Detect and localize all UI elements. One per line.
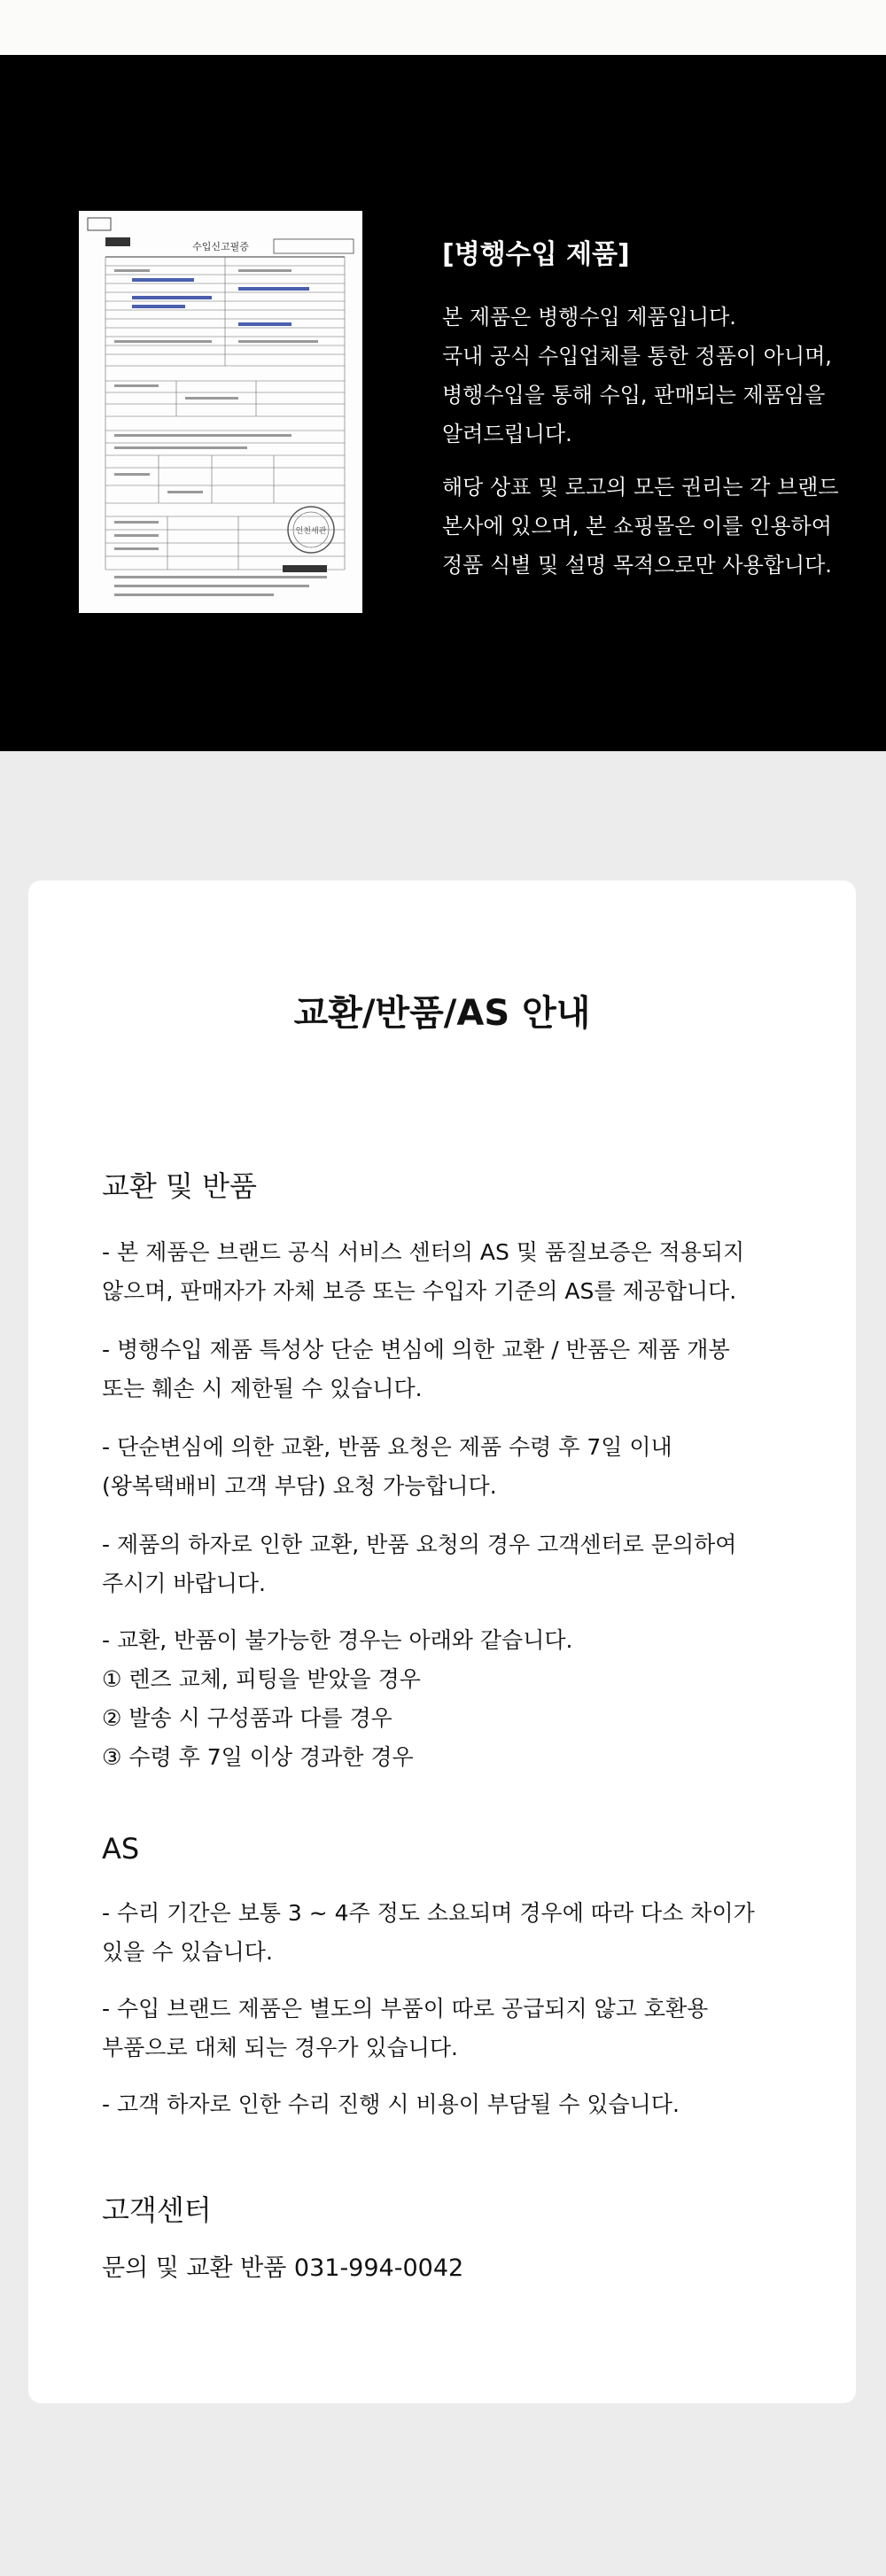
item-line: - 제품의 하자로 인한 교환, 반품 요청의 경우 고객센터로 문의하여	[102, 1532, 737, 1557]
customer-center-phone: 문의 및 교환 반품 031-994-0042	[102, 2254, 464, 2282]
item-line: 또는 훼손 시 제한될 수 있습니다.	[102, 1376, 423, 1401]
notice-line: 병행수입을 통해 수입, 판매되는 제품임을	[442, 383, 826, 407]
item-line: 주시기 바랍니다.	[102, 1571, 266, 1596]
list-item	[102, 2085, 680, 2124]
notice-line: 본 제품은 병행수입 제품입니다.	[442, 305, 736, 330]
notice-line: 해당 상표 및 로고의 모든 권리는 각 브랜드	[442, 475, 839, 500]
list-item	[102, 1525, 736, 1603]
document-seal: 인천세관	[295, 527, 327, 536]
notice-paragraph-1	[442, 298, 859, 454]
item-line: - 병행수입 제품 특성상 단순 변심에 의한 교환 / 반품은 제품 개봉	[102, 1337, 730, 1362]
exchange-return-as-card	[28, 881, 856, 2403]
notice-line: 알려드립니다.	[442, 422, 572, 446]
item-line: 않으며, 판매자가 자체 보증 또는 수입자 기준의 AS를 제공합니다.	[102, 1278, 737, 1304]
list-item	[102, 1990, 708, 2068]
list-item	[102, 1331, 730, 1408]
top-strip	[0, 0, 886, 55]
item-line: (왕복택배비 고객 부담) 요청 가능합니다.	[102, 1473, 497, 1499]
exchange-heading: 교환 및 반품	[102, 1169, 257, 1203]
guide-title: 교환/반품/AS 안내	[293, 993, 591, 1034]
item-line: - 단순변심에 의한 교환, 반품 요청은 제품 수령 후 7일 이내	[102, 1434, 672, 1460]
item-line: - 고객 하자로 인한 수리 진행 시 비용이 부담될 수 있습니다.	[102, 2091, 680, 2117]
item-line: 부품으로 대체 되는 경우가 있습니다.	[102, 2035, 458, 2060]
item-line: ③ 수령 후 7일 이상 경과한 경우	[102, 1744, 414, 1770]
notice-text	[442, 239, 859, 599]
customer-center-heading: 고객센터	[102, 2193, 212, 2227]
item-line: ① 렌즈 교체, 피팅을 받았을 경우	[102, 1666, 421, 1692]
as-heading: AS	[102, 1832, 140, 1866]
list-item	[102, 1428, 672, 1506]
item-line: - 수리 기간은 보통 3 ~ 4주 정도 소요되며 경우에 따라 다소 차이가	[102, 1900, 755, 1926]
document-header: 수입신고필증	[192, 241, 249, 252]
list-item	[102, 1233, 744, 1311]
notice-paragraph-2	[442, 468, 859, 585]
notice-line: 본사에 있으며, 본 쇼핑몰은 이를 인용하여	[442, 514, 832, 539]
list-item	[102, 1621, 572, 1777]
notice-line: 국내 공식 수입업체를 통한 정품이 아니며,	[442, 344, 832, 369]
import-declaration-image	[79, 211, 362, 613]
item-line: ② 발송 시 구성품과 다를 경우	[102, 1705, 392, 1731]
parallel-import-notice	[0, 55, 886, 751]
item-line: - 본 제품은 브랜드 공식 서비스 센터의 AS 및 품질보증은 적용되지	[102, 1239, 745, 1265]
notice-title: [병행수입 제품]	[442, 239, 630, 270]
list-item	[102, 1894, 755, 1972]
notice-line: 정품 식별 및 설명 목적으로만 사용합니다.	[442, 553, 832, 578]
item-line: - 수입 브랜드 제품은 별도의 부품이 따로 공급되지 않고 호환용	[102, 1996, 709, 2021]
item-line: 있을 수 있습니다.	[102, 1939, 273, 1965]
item-line: - 교환, 반품이 불가능한 경우는 아래와 같습니다.	[102, 1627, 573, 1653]
